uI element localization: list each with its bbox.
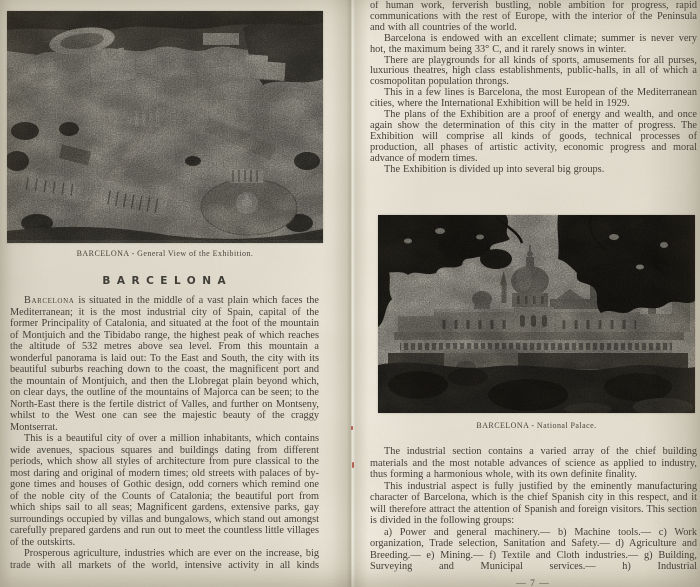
right-page-text-top [370,1,697,188]
body-paragraph: of human work, ferverish bustling, noble ambition for progress, rapid communications with the rest of Europe, with the interior of the Peninsula and with all countries of the world. [370,1,697,33]
body-paragraph: This industrial aspect is fully justified by the eminently manufacturing character of Barcelona, which is the chief Spanish city in this respect, and it will therefore attract the attention of Spanish and foreign visitors. This section is divided in the following groups: [370,480,697,526]
national-palace-photo [378,215,695,413]
body-paragraph: The industrial section contains a varied array of the chief building materials and the most notable advances of science as applied to industry, thus forming a harmonious whole, with its own definite finality. [370,446,697,480]
red-ink-mark [352,462,354,468]
exhibition-aerial-photo [7,11,323,243]
body-paragraph: There are playgrounds for all kinds of sports, amusements for all purses, luxurious theatres, high class establishments, public-halls, in all of which a cosmopolitan population throngs. [370,54,697,88]
body-paragraph: This is a beautiful city of over a million inhabitants, which contains wide avenues, spacious squares and buildings dating from different periods, which show all styles of architecture from pure classical to the most daring and original of modern times; old streets with palaces of by-gone times and houses of Gothic design, odd corners which remind one of the noble city of the Counts of Catalonia; the beautiful port from which ships sail to all seas; Magnificent gardens, extensive parks, gay surroundings occupied by villas and bungalows, which stand out amongst carefully prepared gardens and run out to meet the countless little villages of the outskirts. [10,433,319,548]
book-gutter-crease [332,0,370,587]
body-paragraph: This in a few lines is Barcelona, the most European of the Mediterranean cities, where the International Exhibition will be held in 1929. [370,87,697,110]
body-paragraph: The Exhibition is divided up into several big groups. [384,163,605,175]
chapter-heading: BARCELONA [102,275,233,287]
lead-word: Barcelona [24,295,75,306]
paragraph-text: is situated in the middle of a vast plain which faces the Mediterranean; it is the most industrial city of Spain, capital of the former Principality of Catalonia, and situated at the foot of the mountain of Montjuich and the Tibidabo range, the highest peak of which reaches the altitude of 532 metres above sea level. From this mountain a wonderful panorama is laid out: To the East and South, the city with its beautiful suburbs reaching down to the coast, the magnificent port and the mountain of Montjuich, and then the Llobregat plain beyond which, on clear days, the outline of the mountains of Majorca can be seen; to the North-East there is the fertile district of Valles, and further on Montseny, whilst to the West one can see the majestic beauty of the craggy Montserrat. [10,295,319,433]
body-paragraph: Barcelona is endowed with an excellent climate; summer is never very hot, the maximum being 33° C, and it rarely snows in winter. [370,32,697,55]
photo-caption-exhibition: BARCELONA - General View of the Exhibition. [76,249,254,258]
left-page-text [10,295,319,587]
page-number: — 7 — [516,579,550,587]
right-page-text-bottom [370,446,697,577]
red-ink-mark [351,426,353,430]
body-paragraph: Prosperous agriculture, industries which are ever on the increase, big trade with all markets of the world, intensive activity in all kinds [10,548,319,571]
photo-caption-palace: BARCELONA - National Palace. [476,421,597,430]
body-paragraph: a) Power and general machinery.— b) Machine tools.— c) Work organization, Trade selection, Sanitation and Safety.— d) Agriculture and Breeding.— e) Mining.— f) Textile and Cloth industries.— g) Building, Surveying and Municipal services.— h) Industrial [370,526,697,572]
body-paragraph [10,295,319,433]
body-paragraph: The plans of the Exhibition are a proof of energy and wealth, and once again show the determination of this city in the matter of progress. The Exhibition will comprise all kinds of goods, technical processes of production, all phases of artistic activity, economic progress and moral advance of modern times. [370,109,697,164]
